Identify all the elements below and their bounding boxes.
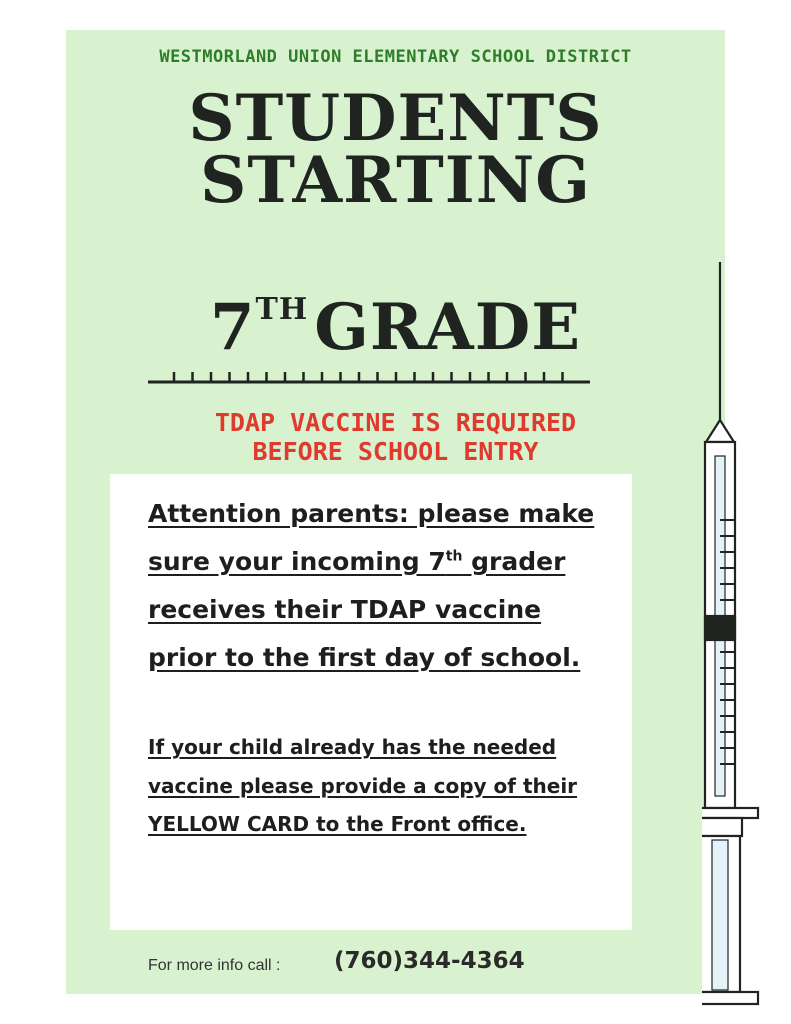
syringe-icon (702, 260, 768, 1010)
headline-line-1: STUDENTS (188, 81, 603, 156)
ruler-divider (148, 370, 590, 386)
grade-word: GRADE (314, 290, 581, 365)
headline (66, 81, 725, 218)
requirement-line-1: TDAP VACCINE IS REQUIRED (214, 408, 577, 437)
headline-line-2: STARTING (200, 143, 591, 218)
grade-suffix: TH (255, 292, 309, 327)
notice-paragraph-1-start: Attention parents: please make sure your incoming 7 (148, 499, 595, 576)
notice-paragraph-1-end: grader receives their TDAP vaccine prior to the first day of school. (148, 547, 581, 672)
district-name: WESTMORLAND UNION ELEMENTARY SCHOOL DISTRICT (159, 47, 632, 67)
grade-heading (66, 275, 725, 363)
notice-paragraph-1 (148, 490, 608, 682)
notice-paragraph-2: If your child already has the needed vaccine please provide a copy of their YELLOW CARD to the Front office. (148, 735, 578, 836)
notice-paragraph-1-sup: th (445, 548, 463, 565)
requirement-notice (66, 408, 725, 466)
notice-box (110, 474, 632, 930)
poster (66, 30, 725, 994)
footer-phone: (760)344-4364 (334, 948, 525, 974)
grade-number: 7 (210, 290, 256, 365)
footer-label: For more info call : (148, 957, 281, 974)
requirement-line-2: BEFORE SCHOOL ENTRY (252, 437, 539, 466)
